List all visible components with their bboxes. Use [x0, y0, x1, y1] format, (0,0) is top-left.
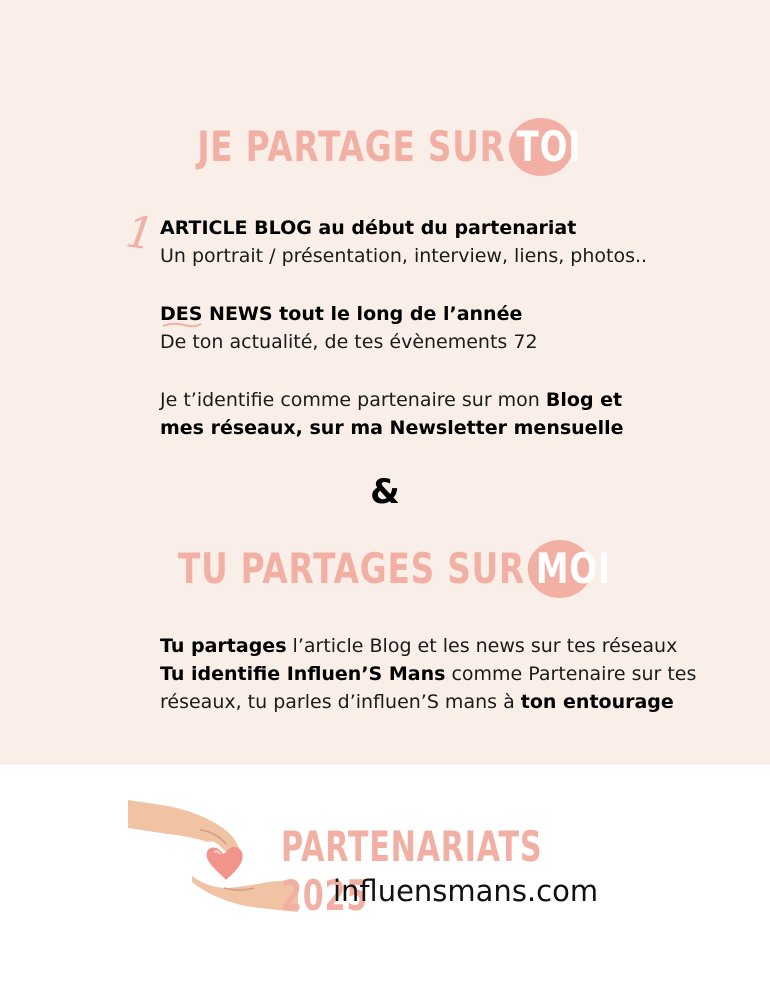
section2-heading-highlight: MOI [528, 540, 592, 598]
section2-heading [85, 540, 686, 598]
underline-wave-decoration [162, 321, 202, 329]
section2-text [160, 632, 750, 716]
section2-heading-prefix: TU PARTAGES SUR [177, 544, 525, 593]
item1-title: ARTICLE BLOG au début du partenariat [160, 217, 577, 239]
section1-heading-prefix: JE PARTAGE SUR [197, 122, 506, 171]
footer-title: PARTENARIATS 2025 [281, 822, 543, 920]
ampersand: & [370, 472, 400, 512]
footer-url[interactable]: influensmans.com [333, 874, 599, 908]
item3-bold-b: mes réseaux, sur ma Newsletter mensuelle [160, 417, 624, 439]
hands-heart-icon [128, 796, 298, 916]
section1-heading-highlight: TOI [509, 118, 573, 176]
line1-text: l’article Blog et les news sur tes réseaux [286, 635, 678, 657]
number-one: 1 [122, 206, 158, 261]
item3-bold-a: Blog et [545, 389, 623, 411]
line3-bold: ton entourage [520, 691, 674, 713]
item-identify [160, 386, 740, 442]
item2-title: DES NEWS tout le long de l’année [160, 303, 523, 325]
line2-text: comme Partenaire sur tes [445, 663, 697, 685]
item3-text-a: Je t’identifie comme partenaire sur mon [160, 389, 546, 411]
item-article-blog [160, 214, 740, 270]
line2-bold: Tu identifie Influen’S Mans [160, 663, 446, 685]
item2-text: De ton actualité, de tes évènements 72 [160, 331, 538, 353]
section1-heading [85, 118, 686, 176]
item1-text: Un portrait / présentation, interview, liens, photos.. [160, 245, 648, 267]
line1-bold: Tu partages [160, 635, 287, 657]
item-news [160, 300, 740, 356]
line3-text: réseaux, tu parles d’influen’S mans à [160, 691, 521, 713]
